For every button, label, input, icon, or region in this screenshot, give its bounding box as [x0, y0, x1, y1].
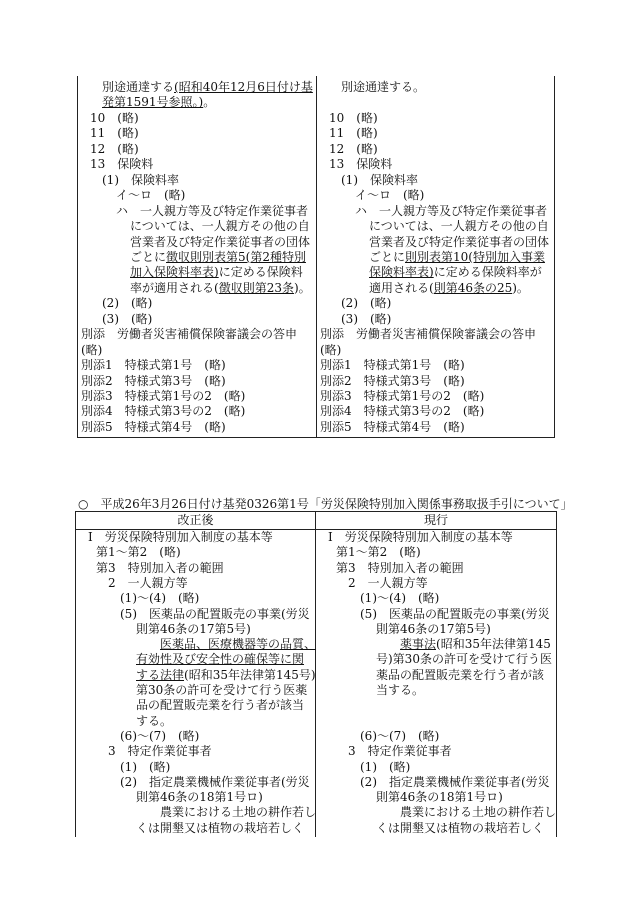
text-segment: イ～ロ (略) — [355, 188, 425, 203]
text-segment: (1)～(4) (略) — [360, 591, 440, 606]
amended-text: する法律 — [136, 667, 185, 682]
text-segment: 別添4 特様式第3号の2 (略) — [320, 404, 485, 419]
text-segment: 別添1 特様式第1号 (略) — [320, 358, 465, 373]
text-segment: (昭和35年法律第145号) — [184, 667, 316, 682]
text-segment: 品の配置販売業を行う者が該当 — [136, 698, 305, 713]
text-segment: 別途通達する。 — [341, 80, 426, 94]
text-segment: 。 — [203, 95, 216, 110]
text-segment: する。 — [136, 713, 173, 728]
text-line — [96, 561, 224, 576]
text-line — [376, 668, 544, 683]
text-segment: 3 特定作業従事者 — [348, 744, 452, 759]
text-segment: ごとに — [369, 249, 406, 264]
text-line — [320, 343, 341, 358]
text-line — [102, 173, 179, 188]
text-line — [336, 561, 464, 576]
text-line — [320, 404, 484, 419]
text-segment: (略) — [320, 342, 342, 357]
text-segment: (2) 指定農業機械作業従事者(労災 — [120, 774, 310, 789]
text-line — [120, 775, 310, 790]
text-line — [136, 714, 172, 729]
text-segment: くは開墾又は植物の栽培若しく — [376, 820, 545, 835]
amended-text: 則第46条の25 — [433, 280, 513, 295]
text-segment: I 労災保険特別加入制度の基本等 — [88, 530, 273, 544]
bottom-table-left-border — [75, 511, 76, 837]
text-segment: 第30条の許可を受けて行う医薬 — [136, 683, 308, 697]
text-segment: 率が適用される( — [130, 280, 219, 295]
bottom-table-top-border — [75, 511, 557, 512]
text-segment: 則第46条の18第1号ロ) — [136, 790, 263, 805]
top-table-divider — [316, 76, 317, 438]
text-segment: くは開墾又は植物の栽培若しく — [136, 820, 305, 835]
bottom-table-right-border — [556, 511, 557, 837]
text-line — [96, 545, 181, 560]
section-caption: ○ 平成26年3月26日付け基発0326第1号「労災保険特別加入関係事務取扱手引について」 — [78, 497, 573, 511]
text-line — [336, 545, 421, 560]
text-segment: 13 保険料 — [329, 157, 393, 172]
text-line — [369, 250, 545, 265]
text-line — [102, 296, 152, 311]
text-segment: については、一人親方その他の自 — [369, 219, 549, 234]
text-line — [108, 576, 188, 591]
text-line — [136, 668, 316, 683]
text-line — [355, 204, 547, 219]
text-line — [120, 591, 199, 606]
amended-text: 徴収則別表第5(第2種特別 — [166, 249, 306, 264]
text-segment: 第3 特別加入者の範囲 — [336, 560, 464, 575]
text-line — [88, 530, 273, 545]
text-line — [136, 821, 304, 836]
text-segment: (昭和35年法律第145 — [436, 637, 551, 652]
text-line — [136, 622, 251, 637]
text-line — [108, 744, 212, 759]
text-line — [136, 698, 304, 713]
text-line — [376, 821, 544, 836]
text-line — [400, 637, 551, 652]
text-line — [341, 80, 425, 95]
text-line — [160, 805, 316, 820]
text-line — [360, 607, 550, 622]
text-line — [369, 219, 549, 234]
text-segment: ごとに — [130, 249, 167, 264]
text-segment: 別添2 特様式第3号 (略) — [320, 373, 465, 388]
text-segment: 別添4 特様式第3号の2 (略) — [81, 404, 246, 419]
text-line — [348, 576, 428, 591]
amended-text: 医薬品、医療機器等の品質、 — [160, 637, 317, 652]
text-line — [329, 126, 378, 141]
text-segment: 別途通達する — [102, 80, 175, 94]
text-line — [329, 142, 378, 157]
text-segment: (3) (略) — [102, 311, 153, 326]
text-line — [81, 404, 245, 419]
text-segment: 第1～第2 (略) — [96, 545, 181, 560]
text-segment: 号)第30条の許可を受けて行う医 — [376, 652, 552, 667]
text-line — [81, 389, 245, 404]
text-segment: 別添5 特様式第4号 (略) — [81, 419, 226, 434]
top-table-left-border — [77, 76, 78, 438]
text-segment: 則第46条の17第5号) — [136, 621, 251, 636]
text-segment: (1) (略) — [120, 759, 171, 774]
text-segment: )。 — [512, 280, 529, 295]
text-line — [130, 235, 310, 250]
text-segment: 適用される( — [369, 280, 434, 295]
text-segment: ハ 一人親方等及び特定作業従事者 — [116, 203, 309, 218]
text-segment: に定める保険料率が — [433, 265, 542, 280]
header-revised: 改正後 — [177, 513, 214, 527]
text-line — [369, 281, 529, 296]
text-segment: 別添 労働者災害補償保険審議会の答申 — [320, 327, 537, 342]
text-segment: 11 (略) — [90, 126, 139, 141]
text-segment: 別添5 特様式第4号 (略) — [320, 419, 465, 434]
text-line — [360, 729, 439, 744]
text-segment: 10 (略) — [329, 110, 378, 125]
text-segment: 当する。 — [376, 683, 425, 697]
text-segment: 農業における土地の耕作若し — [400, 805, 557, 820]
text-segment: (2) 指定農業機械作業従事者(労災 — [360, 774, 550, 789]
text-segment: 第3 特別加入者の範囲 — [96, 560, 224, 575]
text-segment: 10 (略) — [90, 110, 139, 125]
text-segment: (1) 保険料率 — [341, 172, 418, 187]
text-segment: 12 (略) — [329, 141, 378, 156]
text-line — [360, 591, 439, 606]
text-segment: 薬品の配置販売業を行う者が該 — [376, 667, 545, 682]
text-line — [341, 312, 391, 327]
text-segment: 2 一人親方等 — [108, 575, 188, 590]
text-line — [81, 374, 226, 389]
text-line — [81, 343, 102, 358]
amended-text: 薬事法 — [400, 637, 437, 652]
text-line — [341, 296, 391, 311]
text-segment: (2) (略) — [102, 296, 153, 311]
text-line — [320, 374, 465, 389]
text-line — [341, 173, 418, 188]
text-line — [120, 607, 310, 622]
text-line — [90, 126, 139, 141]
text-line — [130, 265, 303, 280]
text-segment: 第1～第2 (略) — [336, 545, 421, 560]
text-line — [130, 281, 311, 296]
text-segment: 12 (略) — [90, 141, 139, 156]
text-line — [320, 358, 465, 373]
text-line — [376, 652, 552, 667]
text-line — [116, 204, 308, 219]
text-segment: (1)～(4) (略) — [120, 591, 200, 606]
text-line — [116, 188, 185, 203]
text-segment: (3) (略) — [341, 311, 392, 326]
text-segment: 則第46条の18第1号ロ) — [376, 790, 503, 805]
text-line — [376, 683, 424, 698]
text-segment: 別添3 特様式第1号の2 (略) — [81, 389, 246, 403]
text-line — [369, 235, 549, 250]
amended-text: 有効性及び安全性の確保等に関 — [136, 652, 305, 667]
text-line — [355, 188, 424, 203]
text-line — [328, 530, 513, 545]
text-segment: 営業者及び特定作業従事者の団体 — [369, 234, 550, 249]
text-line — [102, 80, 313, 95]
text-line — [102, 95, 215, 110]
text-line — [136, 683, 307, 698]
text-line — [120, 760, 170, 775]
text-line — [369, 265, 542, 280]
text-segment: )。 — [293, 280, 311, 295]
text-line — [376, 622, 491, 637]
text-segment: 別添 労働者災害補償保険審議会の答申 — [81, 327, 298, 342]
text-line — [102, 312, 152, 327]
text-line — [160, 637, 316, 652]
text-line — [376, 790, 503, 805]
text-segment: (1) (略) — [360, 759, 411, 774]
text-line — [320, 420, 465, 435]
text-segment: (1) 保険料率 — [102, 172, 179, 187]
text-line — [320, 389, 484, 404]
text-line — [81, 358, 226, 373]
text-line — [120, 729, 199, 744]
text-segment: イ～ロ (略) — [116, 188, 186, 203]
text-line — [329, 111, 378, 126]
text-segment: 3 特定作業従事者 — [108, 744, 212, 759]
text-line — [320, 327, 536, 342]
text-line — [136, 790, 263, 805]
text-segment: 農業における土地の耕作若し — [160, 805, 317, 820]
text-line — [90, 142, 139, 157]
text-segment: 2 一人親方等 — [348, 575, 428, 590]
top-table-right-border — [554, 76, 555, 438]
amended-text: 加入保険料率表) — [130, 265, 219, 280]
amended-text: 保険料率表) — [369, 265, 434, 280]
text-segment: I 労災保険特別加入制度の基本等 — [328, 530, 513, 544]
text-segment: (5) 医薬品の配置販売の事業(労災 — [360, 606, 550, 621]
amended-text: 発第1591号参照。) — [102, 95, 204, 110]
text-line — [400, 805, 556, 820]
text-line — [136, 652, 304, 667]
text-segment: 13 保険料 — [90, 157, 154, 172]
text-segment: (略) — [81, 342, 103, 357]
text-segment: 別添2 特様式第3号 (略) — [81, 373, 226, 388]
text-line — [130, 219, 310, 234]
text-segment: 営業者及び特定作業従事者の団体 — [130, 234, 311, 249]
text-line — [329, 157, 392, 172]
text-segment: (5) 医薬品の配置販売の事業(労災 — [120, 606, 310, 621]
text-line — [81, 420, 226, 435]
amended-text: 則別表第10(特別加入事業 — [405, 249, 545, 264]
amended-text: 徴収則第23条 — [218, 280, 294, 295]
text-segment: ハ 一人親方等及び特定作業従事者 — [355, 203, 548, 218]
text-segment: 則第46条の17第5号) — [376, 621, 491, 636]
top-table-bottom-border — [77, 437, 555, 438]
text-line — [130, 250, 306, 265]
text-line — [348, 744, 452, 759]
text-line — [360, 775, 550, 790]
header-current: 現行 — [423, 513, 448, 527]
text-segment: については、一人親方その他の自 — [130, 219, 310, 234]
amended-text: (昭和40年12月6日付け基 — [174, 80, 313, 94]
text-segment: (2) (略) — [341, 296, 392, 311]
text-line — [90, 111, 139, 126]
text-line — [90, 157, 153, 172]
text-line — [360, 760, 410, 775]
text-segment: 別添1 特様式第1号 (略) — [81, 358, 226, 373]
text-segment: (6)～(7) (略) — [360, 728, 440, 743]
text-segment: に定める保険料 — [218, 265, 303, 280]
text-segment: 11 (略) — [329, 126, 378, 141]
text-segment: (6)～(7) (略) — [120, 728, 200, 743]
text-segment: 別添3 特様式第1号の2 (略) — [320, 389, 485, 403]
text-line — [81, 327, 297, 342]
